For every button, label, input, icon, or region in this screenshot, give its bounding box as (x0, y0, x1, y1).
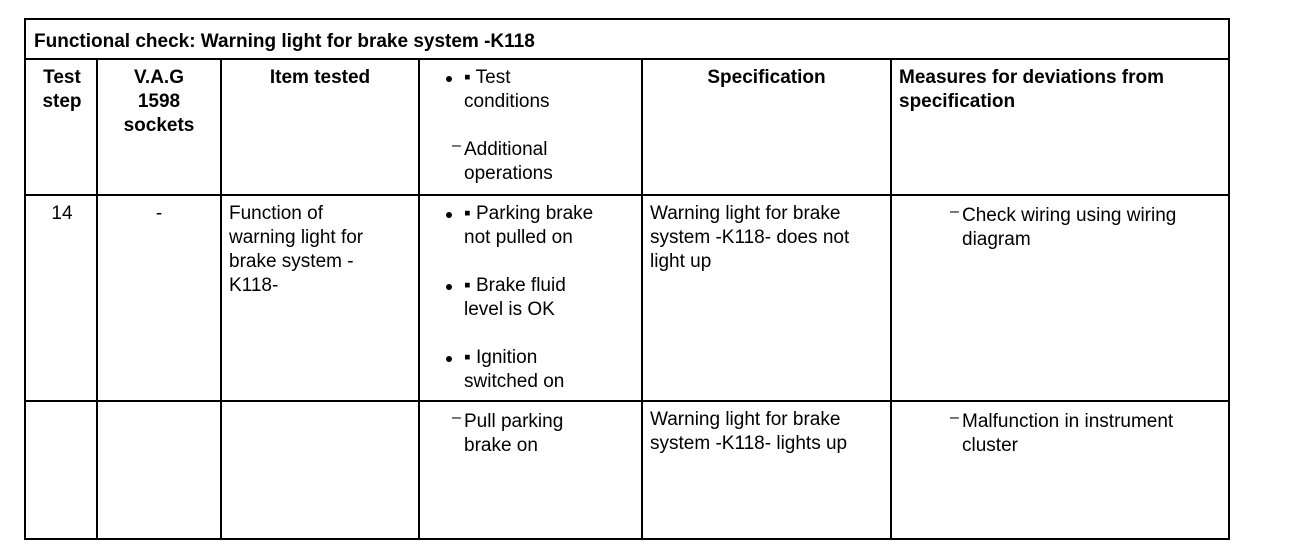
header-specification (643, 66, 890, 90)
row1-vag-sockets: - (155, 203, 163, 224)
row2-measure-item (918, 410, 1230, 458)
row1-item-line: brake system - (229, 251, 354, 272)
row2-conditions (420, 410, 641, 458)
row1-condition-item (420, 274, 641, 322)
row-divider (26, 194, 1228, 196)
column-divider (890, 60, 892, 538)
row2-measures (918, 410, 1230, 458)
header-bullet-item (420, 66, 641, 114)
functional-check-table (24, 18, 1230, 540)
row2-condition-line: Pull parking (464, 411, 564, 432)
row1-condition-line: level is OK (464, 299, 555, 320)
header-test-step-line: Test (43, 67, 81, 88)
header-dash-line: Additional (464, 139, 548, 160)
row1-condition-line: ▪ Brake fluid (464, 275, 566, 296)
row-divider (26, 400, 1228, 402)
row1-measure-line: Check wiring using wiring (962, 205, 1177, 226)
row1-item-line: Function of (229, 203, 323, 224)
row1-condition-line: ▪ Parking brake (464, 203, 594, 224)
row1-specification (650, 202, 888, 274)
row2-condition-item (420, 410, 641, 458)
row2-spec-line: system -K118- lights up (650, 433, 848, 454)
dash-icon: – (950, 203, 959, 220)
row2-measure-line: cluster (962, 435, 1018, 456)
row1-item-tested (229, 202, 414, 298)
row1-spec-line: system -K118- does not (650, 227, 850, 248)
row2-measure-line: Malfunction in instrument (962, 411, 1174, 432)
header-dash-item (420, 138, 641, 186)
row1-measure-item (918, 204, 1230, 252)
header-vag-line: sockets (123, 115, 195, 136)
header-measures-line: Measures for deviations from (899, 67, 1165, 88)
header-bullet-line: ▪ Test (464, 67, 511, 88)
table-title: Functional check: Warning light for brake system -K118 (34, 31, 535, 52)
header-item-tested-label: Item tested (269, 67, 371, 88)
header-measures (899, 66, 1229, 114)
row1-item-line: K118- (229, 275, 279, 296)
row1-test-step: 14 (51, 203, 73, 224)
header-test-step-line: step (42, 91, 82, 112)
header-bullet-line: conditions (464, 91, 550, 112)
header-conditions (420, 66, 641, 186)
header-item-tested (222, 66, 418, 90)
dash-icon: – (950, 409, 959, 426)
row1-condition-line: ▪ Ignition (464, 347, 538, 368)
dash-icon: – (452, 137, 461, 154)
row1-conditions (420, 202, 641, 394)
row2-condition-line: brake on (464, 435, 538, 456)
row2-specification (650, 408, 888, 456)
header-test-step (28, 66, 96, 114)
row1-item-line: warning light for (229, 227, 364, 248)
column-divider (641, 60, 643, 538)
header-vag-line: 1598 (137, 91, 181, 112)
header-specification-label: Specification (707, 67, 826, 88)
header-vag-sockets (98, 66, 220, 138)
row1-condition-item (420, 346, 641, 394)
row1-measure-line: diagram (962, 229, 1031, 250)
row1-spec-line: Warning light for brake (650, 203, 841, 224)
row2-spec-line: Warning light for brake (650, 409, 841, 430)
dash-icon: – (452, 409, 461, 426)
row1-condition-item (420, 202, 641, 250)
header-vag-line: V.A.G (134, 67, 184, 88)
table-title-row (26, 20, 1228, 60)
row1-condition-line: switched on (464, 371, 565, 392)
header-dash-line: operations (464, 163, 553, 184)
header-measures-line: specification (899, 91, 1016, 112)
column-divider (220, 60, 222, 538)
row1-measures (918, 204, 1230, 252)
row1-condition-line: not pulled on (464, 227, 573, 248)
row1-spec-line: light up (650, 251, 712, 272)
